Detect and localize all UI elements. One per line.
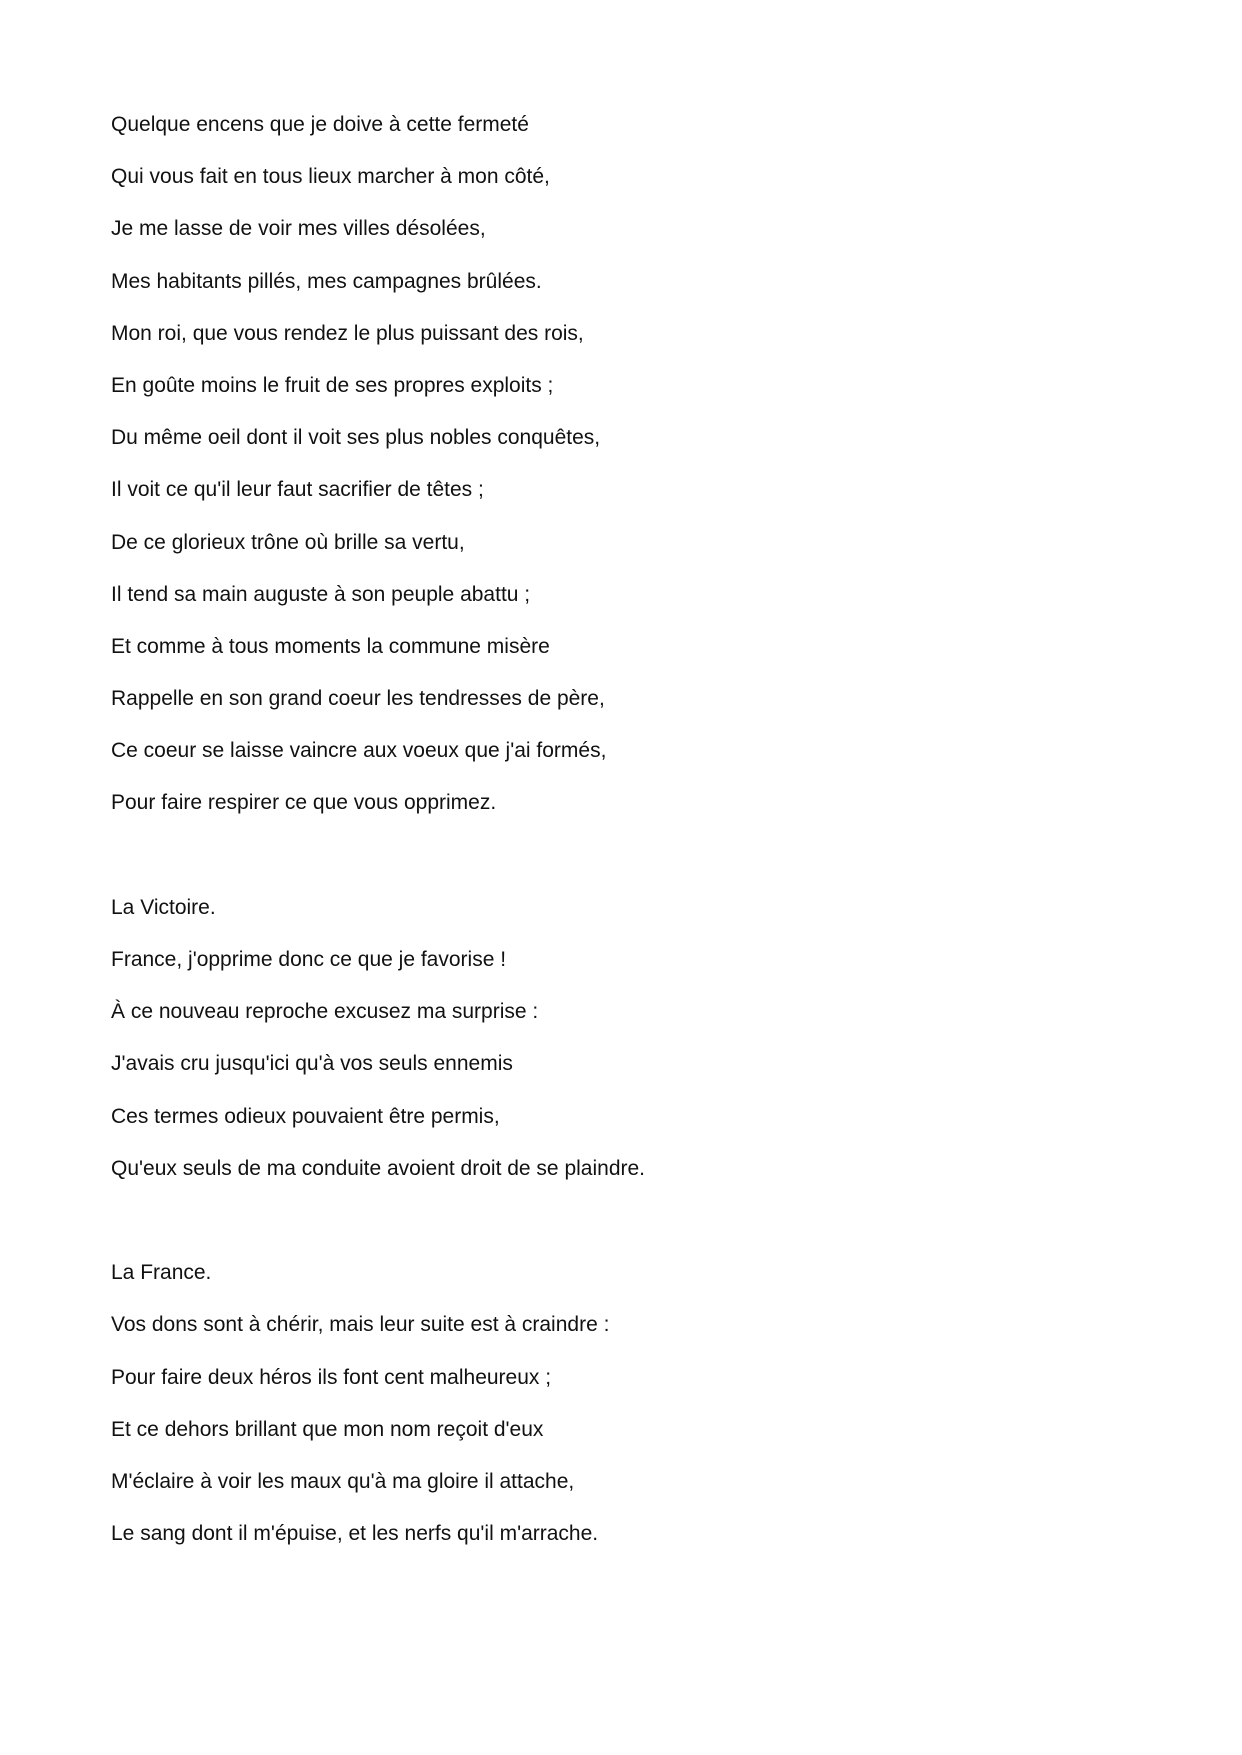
verse-line: Ces termes odieux pouvaient être permis,	[111, 1104, 500, 1128]
blank-line	[111, 830, 1242, 882]
verse-line: France, j'opprime donc ce que je favorise !	[111, 948, 507, 971]
verse-line: Et ce dehors brillant que mon nom reçoit d'eux	[111, 1417, 544, 1441]
verse-line: Qui vous fait en tous lieux marcher à mon côté,	[111, 165, 550, 189]
verse-line: Mon roi, que vous rendez le plus puissant des rois,	[111, 321, 584, 345]
victoire-stanza	[111, 882, 1242, 1195]
verse-line: À ce nouveau reproche excusez ma surprise :	[111, 1000, 539, 1024]
verse-line: M'éclaire à voir les maux qu'à ma gloire il attache,	[111, 1469, 575, 1493]
verse-line: Et comme à tous moments la commune misère	[111, 634, 550, 658]
verse-line: En goûte moins le fruit de ses propres exploits ;	[111, 373, 554, 397]
verse-line: Quelque encens que je doive à cette fermeté	[111, 113, 529, 136]
speaker-name: La Victoire.	[111, 895, 216, 919]
verse-line: Ce coeur se laisse vaincre aux voeux que j'ai formés,	[111, 739, 607, 763]
verse-line: Qu'eux seuls de ma conduite avoient droit de se plaindre.	[111, 1156, 646, 1180]
verse-line: Pour faire deux héros ils font cent malheureux ;	[111, 1365, 552, 1389]
verse-line: Il voit ce qu'il leur faut sacrifier de têtes ;	[111, 478, 484, 502]
verse-line: Pour faire respirer ce que vous opprimez.	[111, 791, 497, 815]
verse-line: De ce glorieux trône où brille sa vertu,	[111, 530, 465, 554]
speaker-name: La France.	[111, 1261, 212, 1285]
verse-line: J'avais cru jusqu'ici qu'à vos seuls ennemis	[111, 1052, 513, 1076]
opening-stanza	[111, 99, 1242, 830]
verse-line: Le sang dont il m'épuise, et les nerfs qu'il m'arrache.	[111, 1522, 599, 1546]
blank-line	[111, 1195, 1242, 1247]
verse-line: Il tend sa main auguste à son peuple abattu ;	[111, 582, 531, 606]
verse-line: Mes habitants pillés, mes campagnes brûlées.	[111, 269, 542, 293]
verse-line: Je me lasse de voir mes villes désolées,	[111, 217, 486, 241]
verse-line: Rappelle en son grand coeur les tendresses de père,	[111, 687, 605, 711]
verse-line: Vos dons sont à chérir, mais leur suite est à craindre :	[111, 1313, 610, 1337]
france-stanza	[111, 1247, 1242, 1560]
verse-line: Du même oeil dont il voit ses plus nobles conquêtes,	[111, 426, 601, 450]
